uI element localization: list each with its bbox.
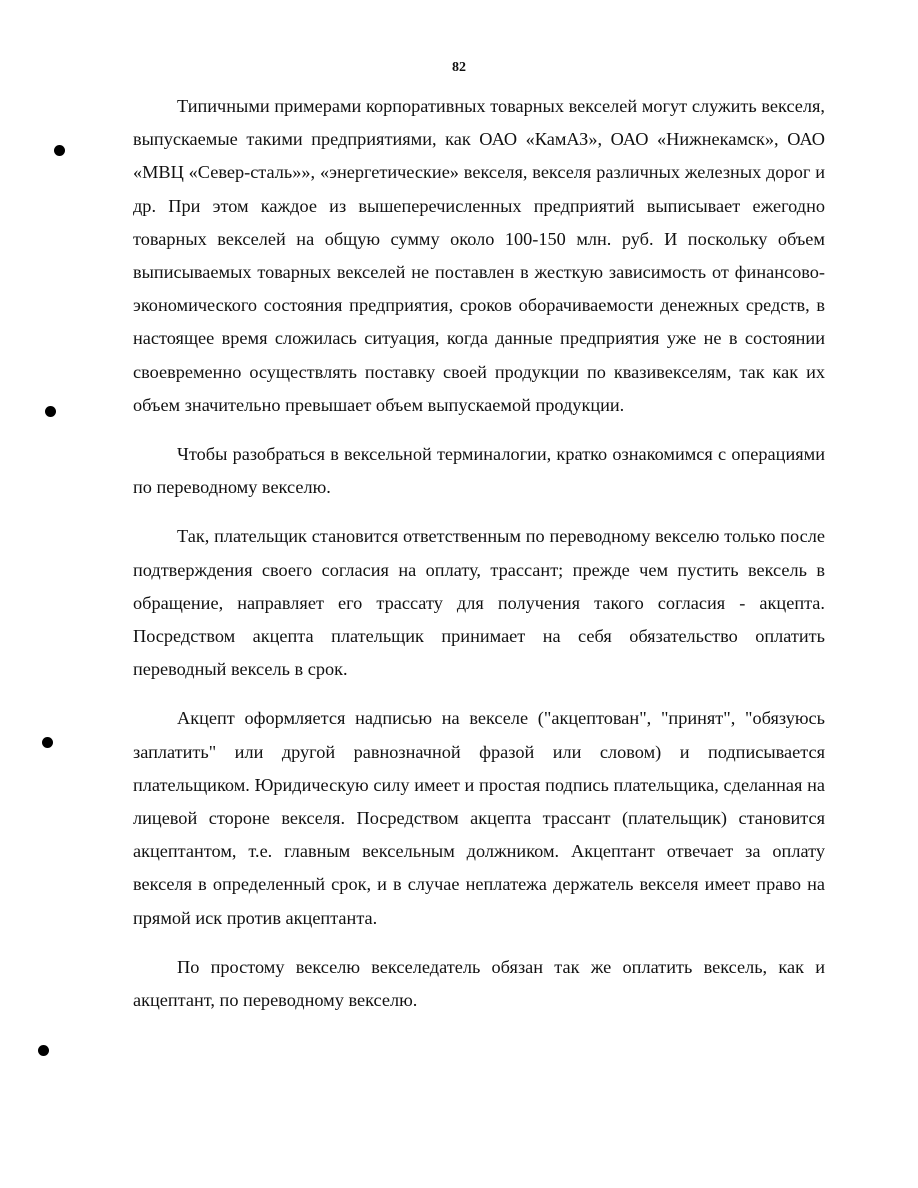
binding-hole-dot	[42, 737, 53, 748]
paragraph-promissory-note: По простому векселю векселедатель обязан так же оплатить вексель, как и акцептант, по переводному векселю.	[133, 956, 825, 1011]
paragraph-acceptance-form: Акцепт оформляется надписью на векселе ("акцептован", "принят", "обязуюсь заплатить" или другой равнозначной фразой или словом) и подписывается плательщиком. Юридическую силу имеет и простая подпись плательщика, сделанная на лицевой стороне векселя. Посредством акцепта трассант (плательщик) становится акцептантом, т.е. главным вексельным должником. Акцептант отвечает за оплату векселя в определенный срок, и в случае неплатежа держатель векселя имеет право на прямой иск против акцептанта.	[133, 708, 825, 928]
paragraph-corporate-bills-examples: Типичными примерами корпоративных товарных векселей могут служить векселя, выпускаемые такими предприятиями, как ОАО «КамАЗ», ОАО «Нижнекамск», ОАО «МВЦ «Север-сталь»», «энергетические» векселя, векселя различных железных дорог и др. При этом каждое из вышеперечисленных предприятий выписывает ежегодно товарных векселей на общую сумму около 100-150 млн. руб. И поскольку объем выписываемых товарных векселей не поставлен в жесткую зависимость от финансово-экономического состояния предприятия, сроков оборачиваемости денежных средств, в настоящее время сложилась ситуация, когда данные предприятия уже не в состоянии своевременно осуществлять поставку своей продукции по квазивекселям, так как их объем значительно превышает объем выпускаемой продукции.	[133, 96, 825, 415]
binding-hole-dot	[54, 145, 65, 156]
binding-hole-dot	[38, 1045, 49, 1056]
document-text-body	[133, 90, 825, 1033]
page-number: 82	[452, 60, 466, 75]
paragraph-terminology-intro: Чтобы разобраться в вексельной терминалогии, кратко ознакомимся с операциями по переводному векселю.	[133, 444, 825, 498]
paragraph-payer-responsibility: Так, плательщик становится ответственным по переводному векселю только после подтверждения своего согласия на оплату, трассант; прежде чем пустить вексель в обращение, направляет его трассату для получения такого согласия - акцепта. Посредством акцепта плательщик принимает на себя обязательство оплатить переводный вексель в срок.	[133, 526, 825, 680]
binding-hole-dot	[45, 406, 56, 417]
